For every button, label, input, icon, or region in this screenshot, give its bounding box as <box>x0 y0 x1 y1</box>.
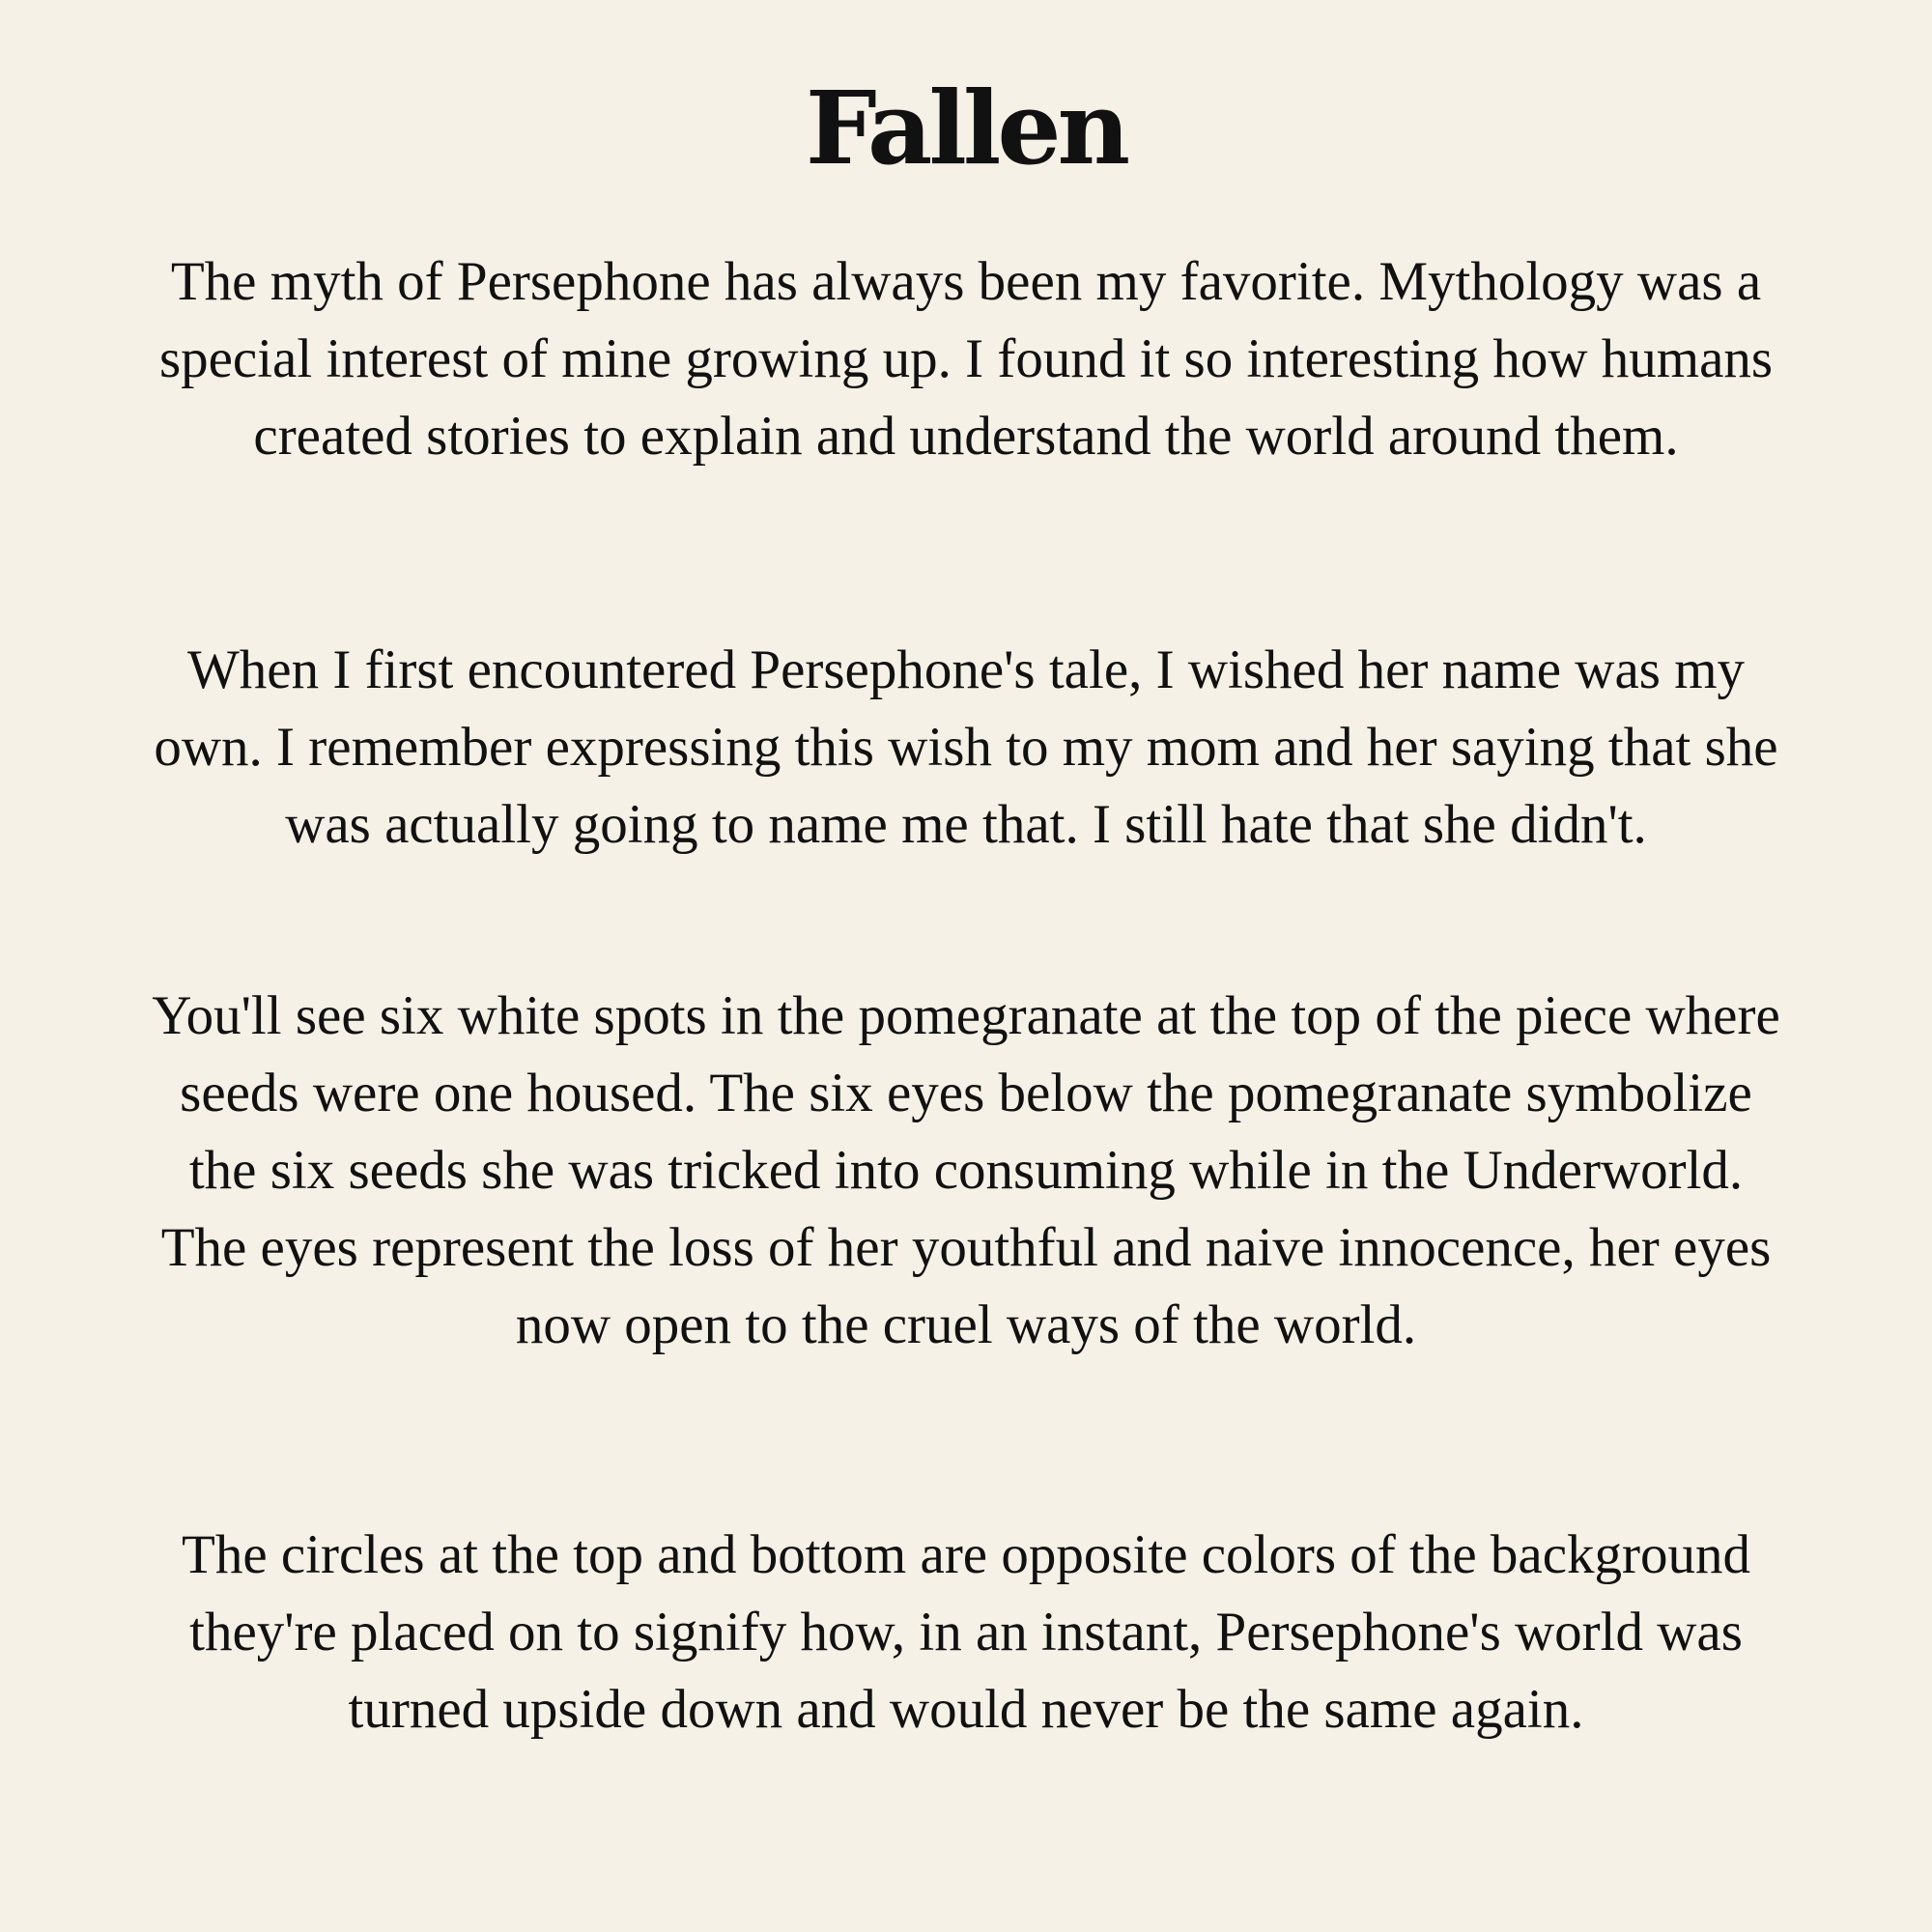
paragraph-pomegranate: You'll see six white spots in the pomegranate at the top of the piece where seeds were one housed. The six eyes below the pomegranate symbolize the six seeds she was tricked into consuming while in the Underworld. The eyes represent the loss of her youthful and naive innocence, her eyes now open to the cruel ways of the world. <box>152 985 1780 1355</box>
paragraph-name-wish: When I first encountered Persephone's tale, I wished her name was my own. I remember expressing this wish to my mom and her saying that she was actually going to name me that. I still hate that she didn't. <box>154 639 1778 855</box>
paragraph-circles: The circles at the top and bottom are opposite colors of the background they're placed on to signify how, in an instant, Persephone's world was turned upside down and would never be the same again. <box>182 1524 1750 1740</box>
page-title: Fallen <box>805 69 1127 187</box>
paragraph-intro: The myth of Persephone has always been my favorite. Mythology was a special interest of mine growing up. I found it so interesting how humans created stories to explain and understand the world around them. <box>158 251 1774 467</box>
